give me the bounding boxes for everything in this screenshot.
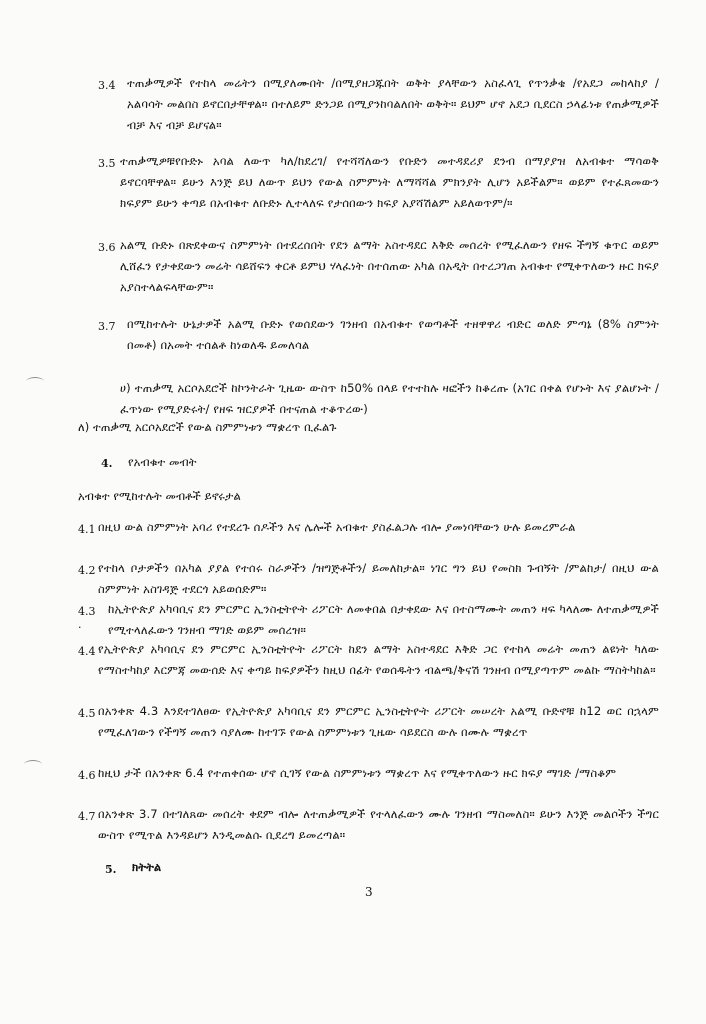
item-text: ከዚህ ታች በአንቀጽ 6.4 የተጠቀሰው ሆኖ ሲገኝ የውል ስምምነቱን ማቋረጥ እና የሚቀጥለውን ዙር ክፍያ ማገድ /ማስቆም: [98, 766, 617, 780]
section-number: 5.: [105, 863, 117, 876]
scan-mark: [26, 377, 44, 386]
item-number: 3.6: [98, 241, 116, 254]
item-number: 4.7: [78, 810, 96, 823]
item-number: 3.7: [98, 320, 116, 333]
item-number: 3.5: [98, 157, 116, 170]
item-number: 3.4: [98, 79, 116, 92]
item-text: ከኢትዮጵያ አካባቢና ደን ምርምር ኢንስቲትዮት ሪፖርት ለመቀበል በታቀደው እና በተስማሙት መጠን ዛፍ ካላለሙ ለተጠቃሚዎች የሚተላለፈውን ገንዘብ ማገድ ወይም መሰረዝ።: [108, 602, 659, 637]
item-text: ተጠቃሚዎቹየቡድኑ አባል ለውጥ ካለ/ከደረገ/ የተሻሻለውን የቡድን መተዳደሪያ ደንብ በማያያዝ ለአብቁተ ማሳወቅ ይኖርባቸዋል። ይሁን እንጅ ይህ ለውጥ ይህን የውል ስምምነት ለማሻሻል ምክንያት ሊሆን አይችልም። ወይም የተፈጸመውን ክፍያም ይሁን ቀጣይ በአብቁተ ለቡድኑ ሊተላለፍ የታሰበውን ክፍያ አያሻሽልም አይለወጥም/።: [120, 154, 659, 210]
item-text: በዚህ ውል ስምምነት አባሪ የተደረጉ ሰዶችን እና ሌሎች አብቁተ ያስፈልጋሉ ብሎ ያመነባቸውን ሁሉ ይመረምራል: [98, 520, 576, 534]
sub-item-u: ሀ) ተጠቃሚ አርሶአደሮች ከኮንትራት ጊዜው ውስጥ ከ50% በላይ የተተከሉ ዛፎችን ከቆረጡ (አገር በቀል የሆኑት እና ያልሆኑት /ፈጥነው የሚያድሩት/ የዘፍ ዝርያዎች በተናጠል ተቆጥረው): [120, 381, 659, 416]
item-text: የተከላ ቦታዎችን በአካል ያያል የተሰሩ ስራዎችን /ዝግጅቶችን/ ይመለከታል። ነገር ግን ይህ የመስክ ጉብኝት /ምልከታ/ በዚህ ውል ስምምነት አስገዳጅ ተደርጎ አይወሰድም።: [98, 561, 659, 596]
item-number: 4.4: [78, 645, 96, 658]
item-number: 4.6: [78, 769, 96, 782]
item-text: በአንቀጽ 3.7 በተገለጸው መሰረት ቀደም ብሎ ለተጠቃሚዎች የተላለፈውን ሙሉ ገንዘብ ማስመለስ። ይሁን እንጅ መልሶችን ችግር ውስጥ የሚጥል እንዳይሆን እንዲመልሱ ቢደረግ ይመረጣል።: [98, 807, 659, 842]
item-text: ተጠቃሚዎች የተከላ መሬትን በሚያለሙበት /በሚያዘጋጁበት ወቅት ያላቸውን አስፈላጊ የጥንቃቄ /የአደጋ መከላከያ / አልባሳት መልበስ ይኖርበታቸዋል። በተለይም ድንጋይ በሚያንከባልለበት ወቅት። ይህም ሆኖ አደጋ ቢደርስ ኃላፊነቱ የጠቃሚዎች ብቻ እና ብቻ ይሆናል።: [127, 76, 659, 132]
section-title: የአብቁተ መብት: [128, 455, 197, 469]
item-number: 4.1: [78, 523, 96, 536]
section-title: ክትትል: [132, 860, 162, 874]
scan-mark: [24, 760, 42, 769]
section-4-intro: አብቁተ የሚከተሉት መብቶች ይኖሩታል: [78, 489, 241, 503]
page-number: 3: [365, 885, 373, 899]
item-text: አልሚ ቡድኑ በጽደቀውና ስምምነት በተደረሰበት የደን ልማት አስተዳደር እቅድ መሰረት የሚፈለውን የዘፍ ችግኝ ቁጥር ወይም ሊሸፈን የታቀደውን መሬት ሳይሸፍን ቀርቶ ይምህ ሃላፈነት በተሰጠው አካል በአዲት በተረጋገጠ አብቁተ የሚቀጥለውን ዙር ክፍያ አያስተላልፍላቸውም።: [120, 238, 659, 294]
item-number: 4.2: [78, 564, 96, 577]
item-number: 4.5: [78, 707, 96, 720]
item-text: የኢትዮጵያ አካባቢና ደን ምርምር ኢንስቲትዮት ሪፖርት ከደን ልማት አስተዳደር እቅድ ጋር የተከላ መሬት መጠን ልዩነት ካለው የማስተካከያ እርምጃ መውሰድ እና ቀጣይ ክፍያዎችን ከዚህ በፊት የወሰዱትን ብልጫ/ቅናሽ ገንዘብ በሚያጣጥም መልኩ ማስትካከል።: [98, 642, 659, 677]
item-text: በአንቀጽ 4.3 እንደተገለፀው የኢትዮጵያ አካባቢና ደን ምርምር ኢንስቲትዮት ሪፖርት መሠረት አልሚ ቡድኖቹ ከ12 ወር በኋላም የሚፈለገውን የችግኝ መጠን ሳያለሙ ከተገኙ የውል ስምምነቱን ጊዜው ሳይደርስ ውሉ በሙሉ ማቋረጥ: [98, 704, 659, 739]
sub-item-le: ለ) ተጠቃሚ አርሶአደሮች የውል ስምምነቱን ማቋረጥ ቢፈልጉ: [78, 420, 337, 434]
item-number: 4.3 .: [78, 605, 96, 631]
section-number: 4.: [101, 457, 113, 470]
item-text: በሚከተሉት ሁኔታዎች አልሚ ቡድኑ የወሰደውን ገንዘብ በአብቁተ የወጣቶች ተዘዋዋሪ ብድር ወለድ ምጣኔ (8% ስምንት በመቶ) በአመት ተሰልቶ ከነወለዱ ይመለሳል: [127, 317, 659, 352]
